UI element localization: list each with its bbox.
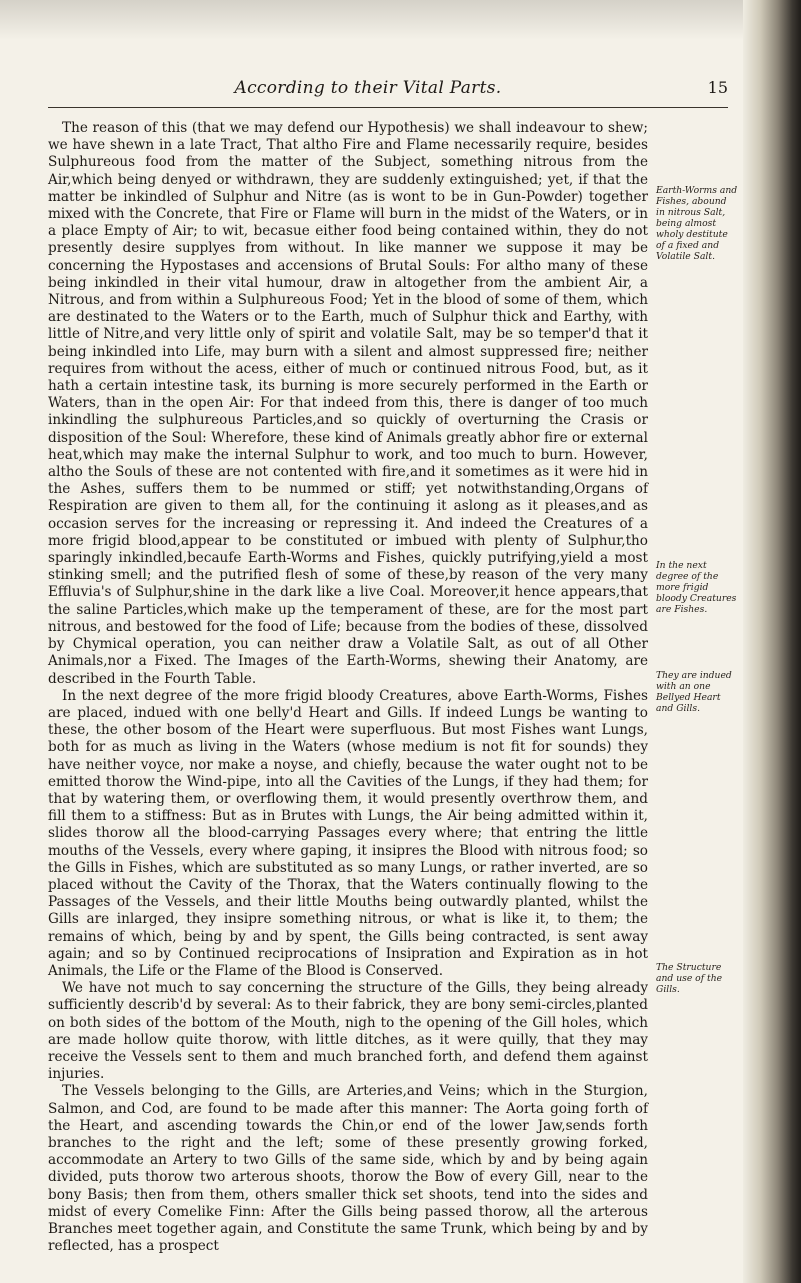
paragraph: We have not much to say concerning the structure of the Gills, they being already sufficiently describ'd by several: As to their fabrick, they are bony semi-circles,planted on both sides of the bottom of the Mouth, nigh to the opening of the Gill holes, which are made hollow quite thorow, with little ditches, as it were quilly, that they may receive the Vessels sent to them and much branched forth, and defend them against injuries. [48,980,648,1083]
paragraph: In the next degree of the more frigid bloody Creatures, above Earth-Worms, Fishes are placed, indued with one belly'd Heart and Gills. If indeed Lungs be wanting to these, the other bosom of the Heart were superfluous. But most Fishes want Lungs, both for as much as living in the Waters (whose medium is not fit for sounds) they have neither voyce, nor make a noyse, and chiefly, because the water ought not to be emitted thorow the Wind-pipe, into all the Cavities of the Lungs, if they had them; for that by watering them, or overflowing them, it would presently overthrow them, and fill them to a stiffness: But as in Brutes with Lungs, the Air being admitted within it, slides thorow all the blood-carrying Passages every where; that entring the little mouths of the Vessels, every where gaping, it insipres the Blood with nitrous food; so the Gills in Fishes, which are substituted as so many Lungs, or rather inverted, are so placed without the Cavity of the Thorax, that the Waters continually flowing to the Passages of the Vessels, and their little Mouths being outwardly planted, whilst the Gills are inlarged, they insipre something nitrous, or what is like it, to them; the remains of which, being by and by spent, the Gills being contracted, is sent away again; and so by Continued reciprocations of Insipration and Expiration as in hot Animals, the Life or the Flame of the Blood is Conserved. [48,687,648,979]
page-shadow [0,0,801,40]
page-header [48,78,728,108]
paragraph: The reason of this (that we may defend our Hypothesis) we shall indeavour to shew; we have shewn in a late Tract, That altho Fire and Flame necessarily require, besides Sulphureous food from the matter of the Subject, something nitrous from the Air,which being denyed or withdrawn, they are suddenly extinguished; yet, if that the matter be inkindled of Sulphur and Nitre (as is wont to be in Gun-Powder) together mixed with the Concrete, that Fire or Flame will burn in the midst of the Waters, or in a place Empty of Air; to wit, becasue either food being contained within, they do not presently desire supplyes from without. In like manner we suppose it may be concerning the Hypostases and accensions of Brutal Souls: For altho many of these being inkindled in their vital humour, draw in altogether from the ambient Air, a Nitrous, and from within a Sulphureous Food; Yet in the blood of some of them, which are destinated to the Waters or to the Earth, much of Sulphur thick and Earthy, with little of Nitre,and very little only of spirit and volatile Salt, may be so temper'd that it being inkindled into Life, may burn with a silent and almost suppressed fire; neither requires from without the acess, either of much or continued nitrous Food, but, as it hath a certain intestine task, its burning is more securely performed in the Earth or Waters, than in the open Air: For that indeed from this, there is danger of too much inkindling the sulphureous Particles,and so quickly of overturning the Crasis or disposition of the Soul: Wherefore, these kind of Animals greatly abhor fire or external heat,which may make the internal Sulphur to work, and too much to burn. However, altho the Souls of these are not contented with fire,and it sometimes as it were hid in the Ashes, suffers them to be nummed or stiff; yet notwithstanding,Organs of Respiration are given to them all, for the continuing it aslong as it pleases,and as occasion serves for the increasing or repressing it. And indeed the Creatures of a more frigid blood,appear to be constituted or imbued with plenty of Sulphur,tho sparingly inkindled,becaufe Earth-Worms and Fishes, quickly putrifying,yield a most stinking smell; and the putrified flesh of some of these,by reason of the very many Effluvia's of Sulphur,shine in the dark like a live Coal. Moreover,it hence appears,that the saline Particles,which make up the temperament of these, are for the most part nitrous, and bestowed for the food of Life; because from the bodies of these, dissolved by Chymical operation, you can neither draw a Volatile Salt, as out of all Other Animals,nor a Fixed. The Images of the Earth-Worms, shewing their Anatomy, are described in the Fourth Table. [48,120,648,687]
paragraph: The Vessels belonging to the Gills, are Arteries,and Veins; which in the Sturgion, Salmon, and Cod, are found to be made after this manner: The Aorta going forth of the Heart, and ascending towards the Chin,or end of the lower Jaw,sends forth branches to the right and the left; some of these presently growing forked, accommodate an Artery to two Gills of the same side, which by and by being again divided, puts thorow two arterous shoots, thorow the Bow of every Gill, near to the bony Basis; then from them, others smaller thick set shoots, tend into the sides and midst of every Comelike Finn: After the Gills being passed thorow, all the arterous Branches meet together again, and Constitute the same Trunk, which being by and by reflected, has a prospect [48,1083,648,1255]
margin-note: The Structure and use of the Gills. [656,962,723,995]
running-title: According to their Vital Parts. [234,78,502,98]
book-spine-gutter [743,0,801,1283]
margin-note: They are indued with an one Bellyed Heart and Gills. [656,670,732,714]
margin-note: Earth-Worms and Fishes, abound in nitrous Salt, being almost wholy destitute of a fixed and Volatile Salt. [656,185,738,262]
header-rule [48,107,728,108]
page-number: 15 [707,78,728,97]
body-text [48,120,648,1255]
margin-note: In the next degree of the more frigid bloody Creatures are Fishes. [656,560,737,615]
